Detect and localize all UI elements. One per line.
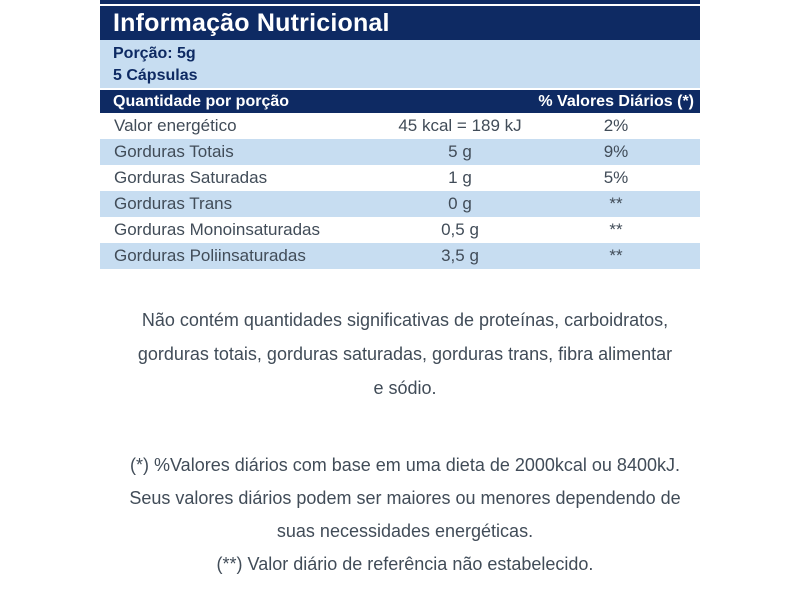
note-line: Não contém quantidades significativas de proteínas, carboidratos, — [141, 310, 669, 330]
column-header-amount: Quantidade por porção — [113, 92, 290, 110]
serving-info — [100, 40, 700, 88]
nutrient-daily-value: 2% — [603, 116, 629, 135]
panel-title: Informação Nutricional — [100, 6, 700, 40]
nutrient-daily-value: 5% — [603, 168, 629, 187]
note-line: gorduras totais, gorduras saturadas, gorduras trans, fibra alimentar — [137, 344, 673, 364]
footnote-line: (*) %Valores diários com base em uma dieta de 2000kcal ou 8400kJ. — [130, 455, 680, 475]
table-row — [100, 217, 700, 243]
nutrient-quantity: 0,5 g — [441, 220, 479, 239]
nutrient-daily-value: 9% — [603, 142, 629, 161]
nutrient-quantity: 1 g — [448, 168, 472, 187]
nutrition-facts-panel — [100, 0, 700, 269]
nutrient-name: Gorduras Monoinsaturadas — [114, 220, 321, 239]
nutrient-name: Gorduras Trans — [114, 194, 233, 213]
nutrient-quantity: 0 g — [448, 194, 472, 213]
table-header-row — [100, 90, 700, 113]
nutrient-daily-value: ** — [609, 246, 623, 265]
nutrient-name: Gorduras Poliinsaturadas — [114, 246, 306, 265]
nutrient-name: Gorduras Totais — [114, 142, 234, 161]
nutrient-quantity: 3,5 g — [441, 246, 479, 265]
table-row — [100, 191, 700, 217]
nutrient-name: Gorduras Saturadas — [114, 168, 268, 187]
table-row — [100, 165, 700, 191]
footnote-line: (**) Valor diário de referência não estabelecido. — [216, 554, 594, 574]
nutrient-daily-value: ** — [609, 194, 623, 213]
table-row — [100, 243, 700, 269]
daily-values-footnote — [0, 449, 810, 581]
table-row — [100, 139, 700, 165]
nutrient-quantity: 5 g — [448, 142, 472, 161]
note-line: e sódio. — [373, 378, 437, 398]
nutrient-daily-value: ** — [609, 220, 623, 239]
nutrient-name: Valor energético — [114, 116, 237, 135]
table-row — [100, 113, 700, 139]
nutrition-table — [100, 113, 700, 269]
column-header-daily-values: % Valores Diários (*) — [538, 92, 694, 110]
footnote-line: suas necessidades energéticas. — [276, 521, 534, 541]
serving-unit: 5 Cápsulas — [113, 67, 198, 84]
no-significant-amounts-note — [0, 303, 810, 405]
top-divider-bar — [100, 0, 700, 4]
serving-size: Porção: 5g — [113, 45, 196, 62]
footnote-line: Seus valores diários podem ser maiores ou menores dependendo de — [129, 488, 681, 508]
nutrient-quantity: 45 kcal = 189 kJ — [398, 116, 522, 135]
